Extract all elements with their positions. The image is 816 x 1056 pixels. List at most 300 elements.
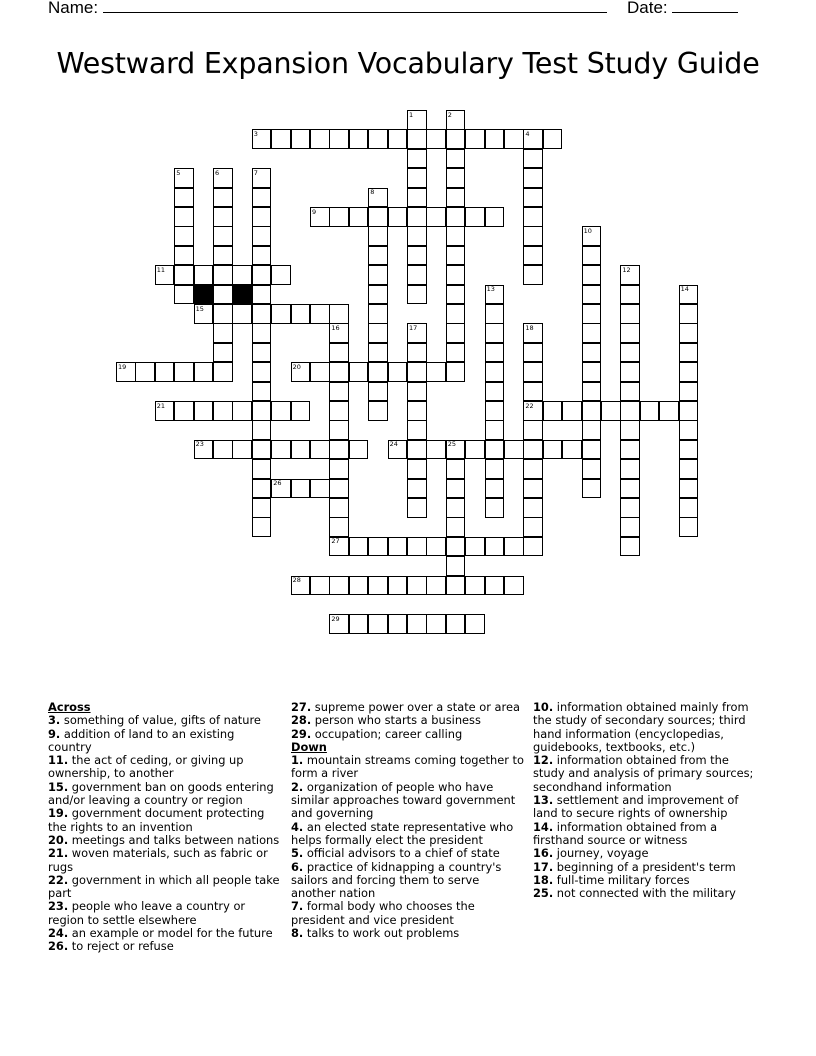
grid-cell[interactable] bbox=[620, 401, 640, 421]
grid-cell[interactable] bbox=[523, 246, 543, 266]
grid-cell[interactable] bbox=[446, 304, 466, 324]
grid-cell[interactable] bbox=[446, 362, 466, 382]
grid-cell[interactable] bbox=[135, 362, 155, 382]
grid-cell[interactable] bbox=[446, 226, 466, 246]
grid-cell[interactable] bbox=[232, 401, 252, 421]
name-field[interactable] bbox=[48, 0, 607, 18]
grid-cell[interactable] bbox=[523, 420, 543, 440]
grid-cell[interactable] bbox=[232, 265, 252, 285]
grid-cell[interactable] bbox=[329, 517, 349, 537]
grid-cell[interactable] bbox=[446, 556, 466, 576]
grid-cell[interactable] bbox=[252, 382, 272, 402]
clue-text: official advisors to a chief of state bbox=[303, 846, 500, 861]
clue-down-12 bbox=[533, 754, 758, 794]
grid-cell[interactable] bbox=[485, 440, 505, 460]
grid-cell[interactable] bbox=[446, 265, 466, 285]
grid-cell[interactable] bbox=[329, 420, 349, 440]
grid-cell[interactable] bbox=[252, 440, 272, 460]
grid-cell[interactable] bbox=[407, 576, 427, 596]
grid-cell[interactable] bbox=[446, 459, 466, 479]
grid-cell[interactable] bbox=[252, 226, 272, 246]
grid-cell[interactable] bbox=[407, 207, 427, 227]
clue-number: 16. bbox=[533, 846, 554, 861]
grid-cell[interactable] bbox=[446, 168, 466, 188]
grid-cell[interactable] bbox=[349, 440, 369, 460]
grid-cell[interactable] bbox=[329, 304, 349, 324]
clue-down-4 bbox=[291, 821, 527, 848]
grid-cell[interactable] bbox=[232, 440, 252, 460]
grid-clue-number: 2 bbox=[447, 110, 452, 119]
grid-cell[interactable] bbox=[194, 362, 214, 382]
page-title: Westward Expansion Vocabulary Test Study Guide bbox=[56, 47, 760, 80]
date-line[interactable] bbox=[672, 0, 738, 13]
date-label: Date: bbox=[627, 0, 668, 17]
grid-cell[interactable] bbox=[329, 362, 349, 382]
grid-cell[interactable] bbox=[465, 440, 485, 460]
grid-cell[interactable] bbox=[174, 265, 194, 285]
grid-cell[interactable] bbox=[465, 207, 485, 227]
grid-cell[interactable] bbox=[252, 343, 272, 363]
grid-cell[interactable] bbox=[620, 537, 640, 557]
grid-cell[interactable] bbox=[485, 537, 505, 557]
grid-cell[interactable] bbox=[252, 401, 272, 421]
grid-cell[interactable] bbox=[679, 382, 699, 402]
clue-across-26 bbox=[48, 940, 280, 953]
grid-cell[interactable] bbox=[213, 401, 233, 421]
grid-cell[interactable] bbox=[407, 149, 427, 169]
grid-cell[interactable] bbox=[446, 207, 466, 227]
grid-cell[interactable] bbox=[349, 129, 369, 149]
grid-cell[interactable] bbox=[174, 285, 194, 305]
grid-cell[interactable] bbox=[523, 498, 543, 518]
clue-number: 29. bbox=[291, 726, 312, 741]
grid-cell[interactable] bbox=[504, 576, 524, 596]
grid-cell[interactable] bbox=[620, 285, 640, 305]
grid-cell[interactable] bbox=[349, 362, 369, 382]
grid-cell[interactable] bbox=[446, 246, 466, 266]
clue-number: 21. bbox=[48, 846, 69, 861]
grid-cell[interactable] bbox=[368, 537, 388, 557]
grid-cell[interactable] bbox=[485, 479, 505, 499]
grid-cell[interactable] bbox=[271, 304, 291, 324]
grid-cell[interactable] bbox=[523, 459, 543, 479]
grid-cell[interactable] bbox=[407, 246, 427, 266]
grid-cell[interactable] bbox=[368, 323, 388, 343]
grid-cell[interactable] bbox=[446, 498, 466, 518]
grid-cell[interactable] bbox=[291, 440, 311, 460]
grid-cell[interactable] bbox=[426, 129, 446, 149]
grid-cell[interactable] bbox=[349, 207, 369, 227]
clue-text: settlement and improvement of land to secure rights of ownership bbox=[533, 793, 739, 821]
grid-cell[interactable] bbox=[523, 168, 543, 188]
grid-cell[interactable] bbox=[388, 576, 408, 596]
grid-cell[interactable] bbox=[446, 149, 466, 169]
grid-cell[interactable] bbox=[446, 129, 466, 149]
grid-cell[interactable] bbox=[679, 440, 699, 460]
date-field[interactable] bbox=[627, 0, 738, 18]
grid-cell[interactable] bbox=[485, 498, 505, 518]
grid-cell[interactable] bbox=[582, 246, 602, 266]
grid-cell[interactable] bbox=[368, 226, 388, 246]
grid-cell[interactable] bbox=[174, 246, 194, 266]
clue-down-1 bbox=[291, 754, 527, 781]
clue-text: addition of land to an existing country bbox=[48, 726, 235, 754]
clue-text: information obtained mainly from the study of secondary sources; third hand information (encyclopedias, guidebooks, textbooks, etc.) bbox=[533, 700, 749, 754]
grid-cell[interactable] bbox=[368, 343, 388, 363]
grid-cell[interactable] bbox=[252, 188, 272, 208]
grid-cell[interactable] bbox=[504, 440, 524, 460]
grid-cell[interactable] bbox=[310, 304, 330, 324]
grid-cell[interactable] bbox=[485, 129, 505, 149]
grid-cell[interactable] bbox=[329, 459, 349, 479]
grid-cell[interactable] bbox=[446, 343, 466, 363]
grid-cell[interactable] bbox=[679, 401, 699, 421]
grid-cell[interactable] bbox=[485, 362, 505, 382]
grid-cell[interactable] bbox=[213, 285, 233, 305]
grid-cell[interactable] bbox=[368, 401, 388, 421]
grid-cell[interactable] bbox=[213, 343, 233, 363]
clue-down-5 bbox=[291, 847, 527, 860]
grid-cell[interactable] bbox=[388, 362, 408, 382]
grid-cell[interactable] bbox=[252, 285, 272, 305]
grid-cell[interactable] bbox=[620, 304, 640, 324]
grid-cell[interactable] bbox=[271, 265, 291, 285]
grid-cell[interactable] bbox=[543, 129, 563, 149]
grid-cell[interactable] bbox=[213, 265, 233, 285]
grid-cell[interactable] bbox=[562, 401, 582, 421]
grid-clue-number: 5 bbox=[176, 168, 181, 177]
grid-cell[interactable] bbox=[310, 479, 330, 499]
grid-cell[interactable] bbox=[446, 479, 466, 499]
grid-cell[interactable] bbox=[679, 498, 699, 518]
grid-cell[interactable] bbox=[679, 304, 699, 324]
grid-cell[interactable] bbox=[523, 207, 543, 227]
grid-cell[interactable] bbox=[388, 537, 408, 557]
grid-cell[interactable] bbox=[485, 304, 505, 324]
clue-number: 19. bbox=[48, 806, 69, 821]
clue-text: something of value, gifts of nature bbox=[60, 713, 261, 728]
grid-cell[interactable] bbox=[329, 382, 349, 402]
grid-cell[interactable] bbox=[465, 129, 485, 149]
grid-cell[interactable] bbox=[368, 129, 388, 149]
grid-cell[interactable] bbox=[523, 479, 543, 499]
grid-cell[interactable] bbox=[232, 304, 252, 324]
grid-cell[interactable] bbox=[310, 129, 330, 149]
grid-cell[interactable] bbox=[407, 343, 427, 363]
grid-cell[interactable] bbox=[174, 226, 194, 246]
grid-cell[interactable] bbox=[213, 323, 233, 343]
grid-cell[interactable] bbox=[349, 576, 369, 596]
grid-cell[interactable] bbox=[582, 401, 602, 421]
grid-cell[interactable] bbox=[252, 479, 272, 499]
grid-cell[interactable] bbox=[582, 343, 602, 363]
grid-cell[interactable] bbox=[174, 362, 194, 382]
grid-cell[interactable] bbox=[213, 226, 233, 246]
grid-cell[interactable] bbox=[252, 304, 272, 324]
grid-cell[interactable] bbox=[407, 129, 427, 149]
grid-cell[interactable] bbox=[582, 304, 602, 324]
grid-clue-number: 29 bbox=[331, 614, 340, 623]
grid-cell[interactable] bbox=[310, 362, 330, 382]
clue-number: 14. bbox=[533, 819, 554, 834]
clue-across-3 bbox=[48, 714, 280, 727]
grid-cell[interactable] bbox=[426, 362, 446, 382]
grid-cell[interactable] bbox=[640, 401, 660, 421]
clue-text: occupation; career calling bbox=[311, 726, 463, 741]
grid-cell[interactable] bbox=[679, 459, 699, 479]
grid-cell[interactable] bbox=[329, 343, 349, 363]
clue-text: not connected with the military bbox=[553, 886, 736, 901]
clue-text: an elected state representative who helps formally elect the president bbox=[291, 819, 514, 847]
grid-cell[interactable] bbox=[562, 440, 582, 460]
grid-cell[interactable] bbox=[446, 323, 466, 343]
grid-cell[interactable] bbox=[329, 576, 349, 596]
grid-clue-number: 6 bbox=[215, 168, 220, 177]
clue-text: an example or model for the future bbox=[68, 926, 273, 941]
grid-cell[interactable] bbox=[155, 362, 175, 382]
grid-cell[interactable] bbox=[543, 440, 563, 460]
grid-cell[interactable] bbox=[582, 459, 602, 479]
grid-cell[interactable] bbox=[388, 129, 408, 149]
grid-clue-number: 27 bbox=[331, 537, 340, 546]
grid-cell[interactable] bbox=[582, 440, 602, 460]
grid-cell[interactable] bbox=[679, 343, 699, 363]
grid-cell[interactable] bbox=[582, 362, 602, 382]
grid-cell[interactable] bbox=[329, 479, 349, 499]
grid-cell[interactable] bbox=[291, 479, 311, 499]
grid-cell[interactable] bbox=[620, 479, 640, 499]
grid-cell[interactable] bbox=[485, 401, 505, 421]
grid-cell[interactable] bbox=[368, 576, 388, 596]
grid-cell[interactable] bbox=[213, 440, 233, 460]
clues-column-3 bbox=[533, 701, 758, 900]
grid-cell[interactable] bbox=[271, 440, 291, 460]
grid-cell[interactable] bbox=[388, 614, 408, 634]
grid-cell[interactable] bbox=[252, 362, 272, 382]
grid-cell[interactable] bbox=[194, 265, 214, 285]
grid-clue-number: 26 bbox=[273, 479, 282, 488]
grid-cell[interactable] bbox=[271, 129, 291, 149]
grid-cell[interactable] bbox=[523, 149, 543, 169]
clue-down-6 bbox=[291, 861, 527, 901]
clue-down-2 bbox=[291, 781, 527, 821]
grid-cell[interactable] bbox=[271, 401, 291, 421]
grid-cell[interactable] bbox=[582, 382, 602, 402]
grid-clue-number: 9 bbox=[312, 207, 317, 216]
grid-cell[interactable] bbox=[407, 537, 427, 557]
grid-cell[interactable] bbox=[465, 614, 485, 634]
grid-clue-number: 25 bbox=[447, 440, 457, 449]
grid-cell[interactable] bbox=[368, 304, 388, 324]
grid-cell[interactable] bbox=[426, 576, 446, 596]
grid-cell[interactable] bbox=[679, 517, 699, 537]
grid-cell[interactable] bbox=[213, 362, 233, 382]
grid-cell[interactable] bbox=[465, 537, 485, 557]
grid-cell[interactable] bbox=[388, 207, 408, 227]
grid-cell[interactable] bbox=[620, 517, 640, 537]
grid-cell[interactable] bbox=[620, 362, 640, 382]
grid-cell[interactable] bbox=[446, 537, 466, 557]
grid-cell[interactable] bbox=[310, 440, 330, 460]
grid-cell[interactable] bbox=[252, 265, 272, 285]
clue-number: 6. bbox=[291, 859, 304, 874]
grid-cell[interactable] bbox=[213, 207, 233, 227]
grid-cell[interactable] bbox=[349, 537, 369, 557]
grid-cell[interactable] bbox=[543, 401, 563, 421]
clue-text: talks to work out problems bbox=[303, 926, 460, 941]
clue-number: 8. bbox=[291, 926, 304, 941]
grid-cell[interactable] bbox=[407, 188, 427, 208]
grid-cell[interactable] bbox=[679, 323, 699, 343]
grid-cell[interactable] bbox=[194, 401, 214, 421]
grid-clue-number: 13 bbox=[486, 285, 495, 294]
grid-cell[interactable] bbox=[368, 362, 388, 382]
grid-cell[interactable] bbox=[368, 382, 388, 402]
grid-cell[interactable] bbox=[582, 285, 602, 305]
grid-cell[interactable] bbox=[485, 323, 505, 343]
grid-cell[interactable] bbox=[485, 576, 505, 596]
grid-clue-number: 28 bbox=[292, 576, 301, 585]
grid-cell[interactable] bbox=[407, 459, 427, 479]
clue-down-16 bbox=[533, 847, 758, 860]
grid-cell[interactable] bbox=[523, 537, 543, 557]
grid-cell[interactable] bbox=[368, 207, 388, 227]
grid-cell[interactable] bbox=[291, 129, 311, 149]
grid-cell[interactable] bbox=[368, 614, 388, 634]
grid-cell[interactable] bbox=[407, 362, 427, 382]
grid-cell[interactable] bbox=[446, 285, 466, 305]
grid-cell[interactable] bbox=[252, 517, 272, 537]
grid-cell[interactable] bbox=[679, 479, 699, 499]
grid-cell[interactable] bbox=[407, 498, 427, 518]
clue-text: government ban on goods entering and/or leaving a country or region bbox=[48, 779, 274, 808]
grid-cell[interactable] bbox=[679, 362, 699, 382]
grid-cell[interactable] bbox=[504, 537, 524, 557]
grid-cell[interactable] bbox=[213, 304, 233, 324]
grid-cell[interactable] bbox=[601, 401, 621, 421]
grid-cell[interactable] bbox=[407, 440, 427, 460]
grid-cell[interactable] bbox=[329, 129, 349, 149]
grid-cell[interactable] bbox=[310, 576, 330, 596]
clue-across-20 bbox=[48, 834, 280, 847]
grid-cell[interactable] bbox=[620, 459, 640, 479]
grid-cell[interactable] bbox=[523, 343, 543, 363]
grid-cell[interactable] bbox=[407, 401, 427, 421]
grid-cell[interactable] bbox=[174, 188, 194, 208]
grid-clue-number: 10 bbox=[583, 226, 592, 235]
grid-cell[interactable] bbox=[582, 420, 602, 440]
grid-cell[interactable] bbox=[291, 401, 311, 421]
name-line[interactable] bbox=[103, 0, 607, 13]
grid-cell[interactable] bbox=[252, 207, 272, 227]
grid-cell[interactable] bbox=[523, 362, 543, 382]
grid-cell[interactable] bbox=[407, 382, 427, 402]
grid-cell[interactable] bbox=[252, 498, 272, 518]
grid-cell[interactable] bbox=[252, 246, 272, 266]
grid-cell[interactable] bbox=[426, 207, 446, 227]
grid-cell[interactable] bbox=[174, 207, 194, 227]
grid-cell[interactable] bbox=[213, 188, 233, 208]
grid-cell[interactable] bbox=[523, 517, 543, 537]
grid-cell[interactable] bbox=[446, 576, 466, 596]
clues-column-1 bbox=[48, 701, 280, 954]
grid-cell[interactable] bbox=[485, 207, 505, 227]
grid-cell[interactable] bbox=[407, 285, 427, 305]
grid-cell[interactable] bbox=[329, 498, 349, 518]
grid-cell[interactable] bbox=[523, 440, 543, 460]
grid-clue-number: 16 bbox=[331, 323, 340, 332]
grid-cell[interactable] bbox=[465, 576, 485, 596]
grid-cell[interactable] bbox=[620, 498, 640, 518]
grid-cell[interactable] bbox=[485, 459, 505, 479]
grid-cell[interactable] bbox=[485, 420, 505, 440]
grid-cell[interactable] bbox=[407, 226, 427, 246]
grid-cell[interactable] bbox=[426, 614, 446, 634]
clues-column-2 bbox=[291, 701, 527, 940]
grid-clue-number: 17 bbox=[409, 323, 418, 332]
grid-cell[interactable] bbox=[407, 614, 427, 634]
clue-text: government document protecting the rights to an invention bbox=[48, 806, 265, 834]
grid-cell[interactable] bbox=[582, 265, 602, 285]
grid-cell[interactable] bbox=[582, 479, 602, 499]
grid-cell[interactable] bbox=[446, 188, 466, 208]
grid-cell[interactable] bbox=[446, 614, 466, 634]
grid-cell[interactable] bbox=[174, 401, 194, 421]
grid-cell[interactable] bbox=[407, 265, 427, 285]
grid-clue-number: 19 bbox=[118, 362, 127, 371]
grid-cell[interactable] bbox=[446, 517, 466, 537]
clue-text: journey, voyage bbox=[553, 846, 649, 861]
grid-cell[interactable] bbox=[523, 265, 543, 285]
grid-cell-black bbox=[232, 285, 252, 305]
grid-cell[interactable] bbox=[252, 459, 272, 479]
grid-cell[interactable] bbox=[620, 382, 640, 402]
grid-cell[interactable] bbox=[523, 188, 543, 208]
grid-cell[interactable] bbox=[620, 420, 640, 440]
grid-clue-number: 21 bbox=[156, 401, 166, 410]
grid-cell[interactable] bbox=[485, 382, 505, 402]
grid-cell[interactable] bbox=[523, 226, 543, 246]
clue-number: 4. bbox=[291, 819, 304, 834]
grid-cell[interactable] bbox=[368, 246, 388, 266]
grid-cell[interactable] bbox=[485, 343, 505, 363]
grid-cell[interactable] bbox=[582, 323, 602, 343]
grid-cell[interactable] bbox=[213, 246, 233, 266]
grid-cell[interactable] bbox=[407, 168, 427, 188]
grid-cell[interactable] bbox=[291, 304, 311, 324]
grid-cell[interactable] bbox=[252, 323, 272, 343]
grid-cell[interactable] bbox=[368, 285, 388, 305]
grid-cell[interactable] bbox=[368, 265, 388, 285]
grid-cell[interactable] bbox=[407, 420, 427, 440]
grid-cell[interactable] bbox=[679, 420, 699, 440]
grid-cell[interactable] bbox=[504, 129, 524, 149]
grid-cell[interactable] bbox=[620, 323, 640, 343]
grid-cell[interactable] bbox=[407, 479, 427, 499]
grid-cell[interactable] bbox=[252, 420, 272, 440]
grid-cell[interactable] bbox=[329, 207, 349, 227]
grid-cell[interactable] bbox=[426, 440, 446, 460]
grid-cell[interactable] bbox=[620, 440, 640, 460]
grid-cell[interactable] bbox=[329, 440, 349, 460]
grid-cell[interactable] bbox=[426, 537, 446, 557]
grid-cell[interactable] bbox=[349, 614, 369, 634]
grid-cell[interactable] bbox=[329, 401, 349, 421]
grid-cell[interactable] bbox=[659, 401, 679, 421]
grid-cell[interactable] bbox=[620, 343, 640, 363]
grid-cell[interactable] bbox=[523, 382, 543, 402]
clue-down-13 bbox=[533, 794, 758, 821]
